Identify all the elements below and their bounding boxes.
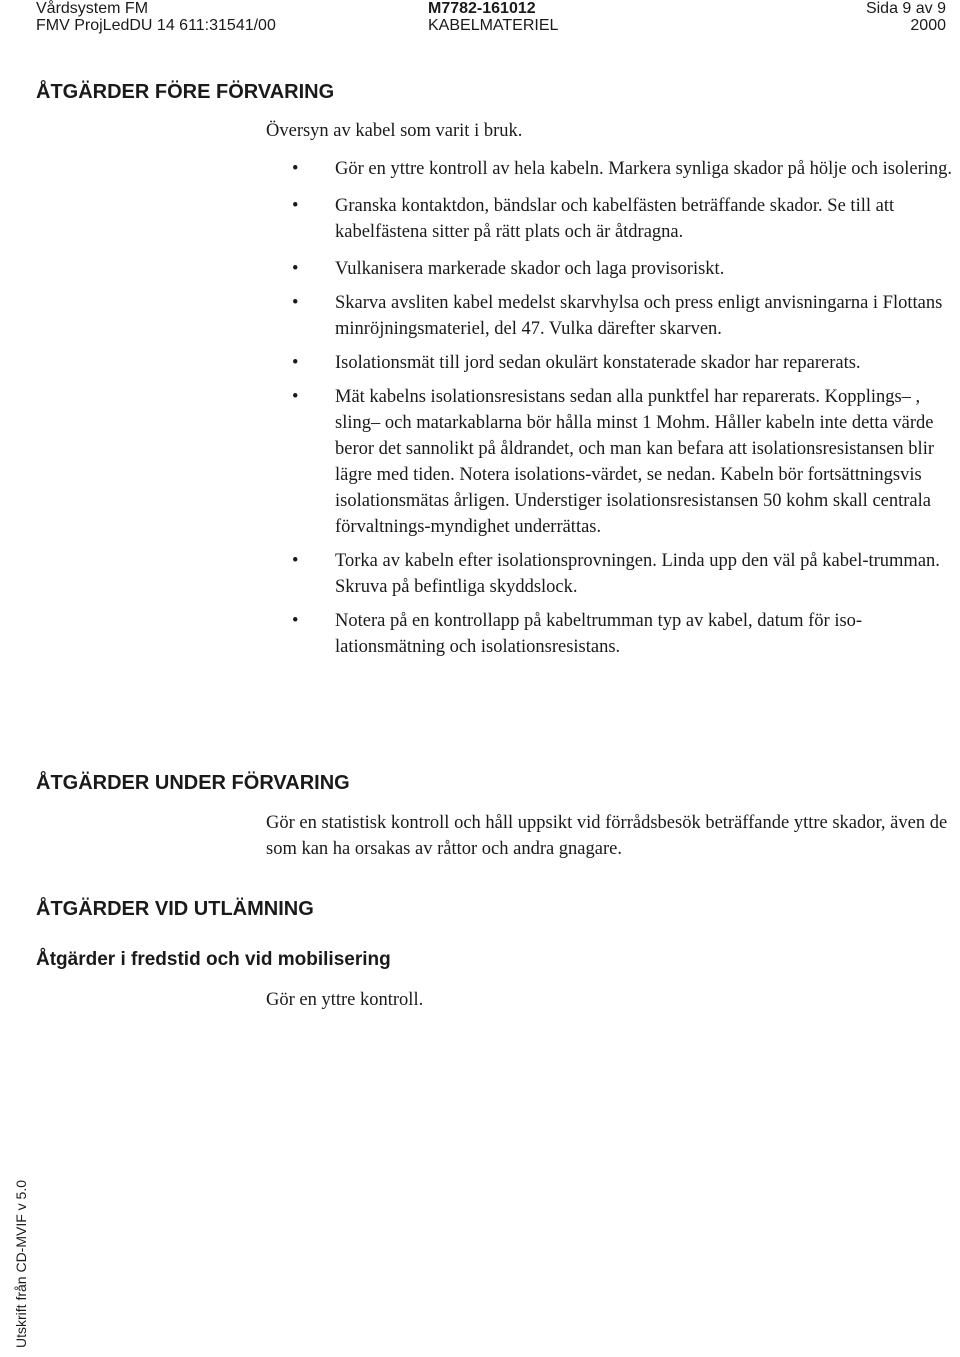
bullet-icon: •: [292, 293, 299, 313]
list-item: [266, 290, 958, 342]
system-name: Vårdsystem FM: [36, 0, 149, 17]
list-item: [266, 156, 958, 182]
list-item-text: Gör en yttre kontroll av hela kabeln. Markera synliga skador på hölje och isolering.: [335, 159, 952, 179]
section-subheading-vid: Åtgärder i fredstid och vid mobilisering: [36, 949, 391, 970]
document-subject: KABELMATERIEL: [428, 17, 559, 34]
section-heading-under: ÅTGÄRDER UNDER FÖRVARING: [36, 772, 350, 794]
section-text-under: Gör en statistisk kontroll och håll uppsikt vid förrådsbesök beträffande yttre skador, även de som kan ha orsakas av råttor och andra gnagare.: [266, 813, 948, 859]
print-source-note: Utskrift från CD-MVIF v 5.0: [13, 1179, 29, 1348]
list-item-text: Granska kontaktdon, bändslar och kabelfästen beträffande skador. Se till att kabelfästena sitter på rätt plats och är åtdragna.: [335, 196, 895, 242]
section-heading-vid: ÅTGÄRDER VID UTLÄMNING: [36, 898, 314, 920]
list-item-text: Torka av kabeln efter isolationsprovningen. Linda upp den väl på kabel-trumman. Skruva på befintliga skyddslock.: [335, 551, 940, 597]
section-intro-fore: Översyn av kabel som varit i bruk.: [266, 121, 523, 141]
document-number: M7782-161012: [428, 0, 536, 17]
bullet-list-fore: [266, 156, 958, 660]
section-text-vid: Gör en yttre kontroll.: [266, 990, 424, 1010]
bullet-icon: •: [292, 353, 299, 373]
bullet-icon: •: [292, 259, 299, 279]
list-item: [266, 193, 958, 245]
list-item-text: Vulkanisera markerade skador och laga provisoriskt.: [335, 259, 725, 279]
list-item-text: Isolationsmät till jord sedan okulärt konstaterade skador har reparerats.: [335, 353, 861, 373]
section-heading-fore: ÅTGÄRDER FÖRE FÖRVARING: [36, 81, 335, 103]
bullet-icon: •: [292, 387, 299, 407]
list-item: [266, 548, 958, 600]
list-item: [266, 256, 958, 282]
list-item: [266, 608, 958, 660]
bullet-icon: •: [292, 159, 299, 179]
document-year: 2000: [910, 17, 946, 34]
bullet-icon: •: [292, 551, 299, 571]
page-number: Sida 9 av 9: [865, 0, 946, 17]
list-item: [266, 384, 958, 540]
list-item: [266, 350, 958, 376]
bullet-icon: •: [292, 196, 299, 216]
list-item-text: Mät kabelns isolationsresistans sedan alla punktfel har reparerats. Kopplings– , sling– och matarkablarna bör hålla minst 1 Mohm. Håller kabeln inte detta värde beror det sannolikt på åldrandet, och man kan befara att isolationsresistansen blir lägre med tiden. Notera isolations-värdet, se nedan. Kabeln bör fortsättningsvis isolationsmätas årligen. Understiger isolationsresistansen 50 kohm skall centrala förvaltnings-myndighet underrättas.: [335, 387, 935, 537]
bullet-icon: •: [292, 611, 299, 631]
list-item-text: Notera på en kontrollapp på kabeltrumman typ av kabel, datum för iso-lationsmätning och isolationsresistans.: [335, 611, 863, 657]
project-reference: FMV ProjLedDU 14 611:31541/00: [36, 17, 276, 34]
list-item-text: Skarva avsliten kabel medelst skarvhylsa och press enligt anvisningarna i Flottans minröjningsmateriel, del 47. Vulka därefter skarven.: [335, 293, 943, 339]
